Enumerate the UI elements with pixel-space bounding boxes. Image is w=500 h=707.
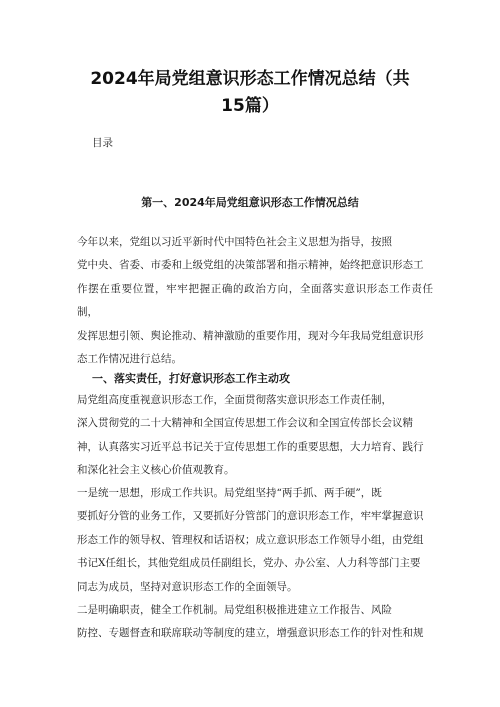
section-1-paragraph-3: 二是明确职责，健全工作机制。局党组积极推进建立工作报告、风险 防控、专题督查和联席联动等制度的建立，增强意识形态工作的针对性和规 [77, 604, 424, 640]
table-of-contents-label: 目录 [92, 137, 113, 149]
document-title [60, 66, 440, 120]
chapter-title: 第一、2024年局党组意识形态工作情况总结 [141, 196, 359, 209]
section-1-paragraph-1: 局党组高度重视意识形态工作，全面贯彻落实意识形态工作责任制， 深入贯彻党的二十大精神和全国宣传思想工作会议和全国宣传部长会议精 神，认真落实习近平总书记关于宣传思想工作的重要思想，大力培育、践行 和深化社会主义核心价值观教育。 [77, 394, 424, 477]
document-title-line-1: 2024年局党组意识形态工作情况总结（共 [90, 69, 410, 89]
intro-paragraph: 今年以来，党组以习近平新时代中国特色社会主义思想为指导，按照 党中央、省委、市委和上级党组的决策部署和指示精神，始终把意识形态工 作摆在重要位置，牢牢把握正确的政治方向，全面落实意识形态工作责任制， 发挥思想引领、舆论推动、精神激励的重要作用，现对今年我局党组意识形 态工作情况进行总结。 [77, 236, 433, 366]
section-1-paragraph-2: 一是统一思想，形成工作共识。局党组坚持“两手抓、两手硬”，既 要抓好分管的业务工作，又要抓好分管部门的意识形态工作，牢牢掌握意识 形态工作的领导权、管理权和话语权；成立意识形态工作领导小组，由党组 书记X任组长，其他党组成员任副组长，党办、办公室、人力科等部门主要 同志为成员，坚持对意识形态工作的全面领导。 [77, 487, 424, 593]
document-title-line-2: 15篇） [221, 96, 279, 116]
section-heading-1: 一、落实责任，打好意识形态工作主动攻 [92, 372, 290, 385]
